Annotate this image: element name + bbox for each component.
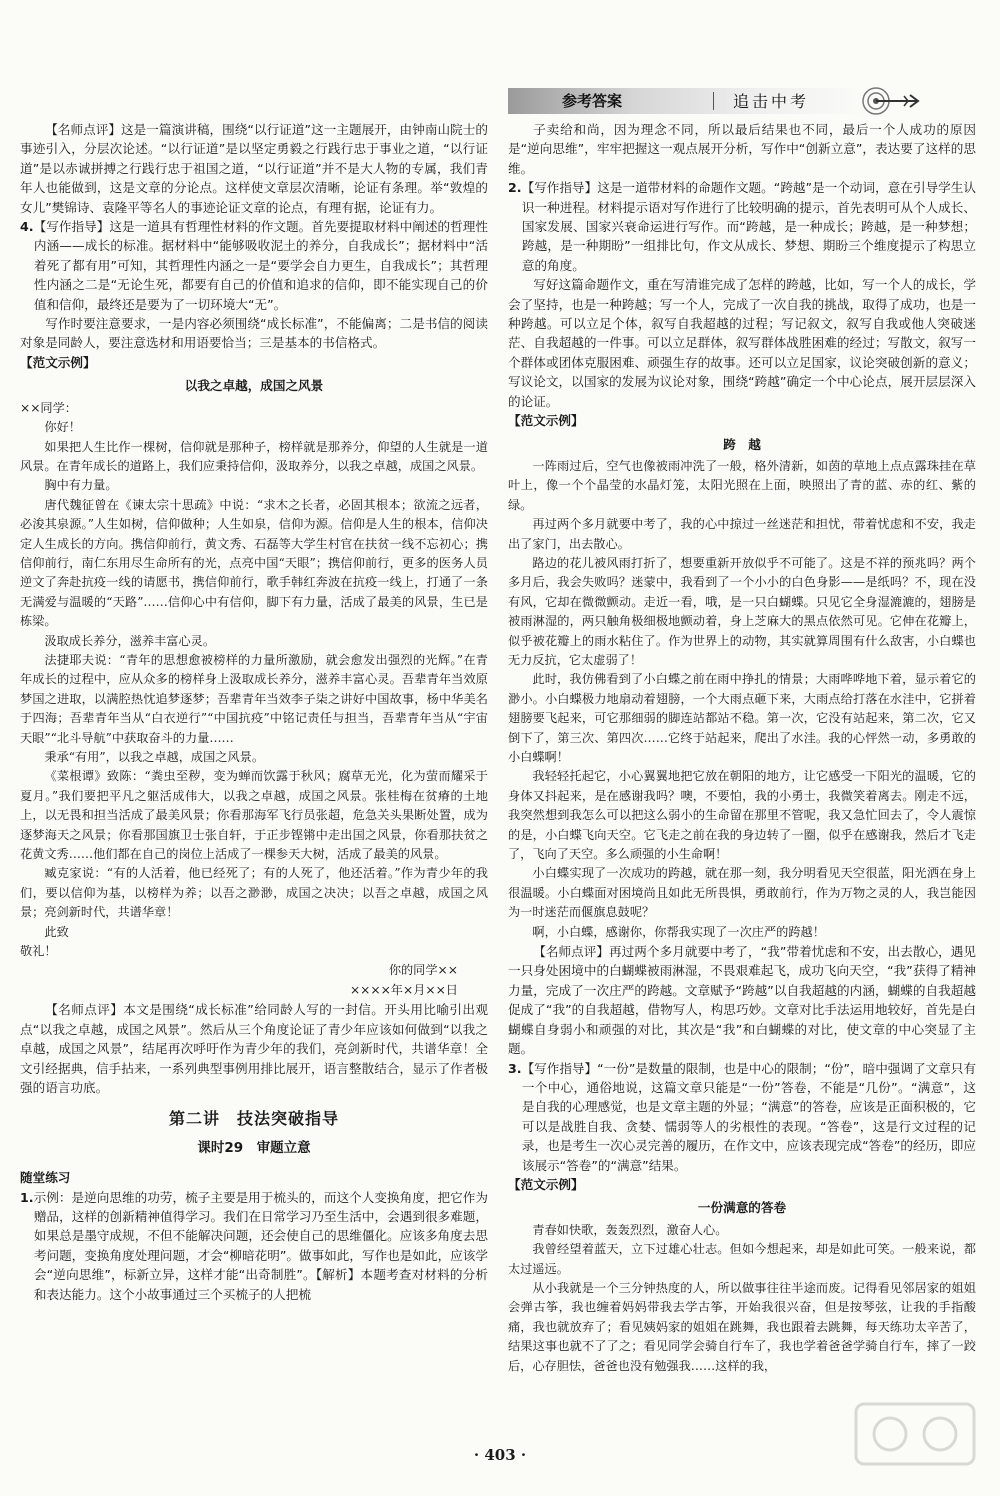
- essay-3-body: [508, 1221, 976, 1376]
- item-1-number: 1.: [20, 1189, 34, 1205]
- essay-1-paragraph: 《菜根谭》致陈：“粪虫至秽，变为蝉而饮露于秋风；腐草无光，化为萤而耀采于夏月。”我们要把平凡之躯活成伟大，以我之卓越，成国之风景。张桂梅在贫瘠的土地上，以无畏和担当活成了最美风景；你看那海军飞行员张超，危急关头果断处置，成为逐梦海天之风景；你看那国旗卫士张自轩，于正步铿锵中走出国之风景，你看那扶贫之花黄文秀……他们都在自己的岗位上活成了一棵参天大树，活成了最美的风景。: [20, 769, 488, 862]
- essay-1-paragraph: 臧克家说：“有的人活着，他已经死了；有的人死了，他还活着。”作为青少年的我们，要以信仰为基，以榜样为养；以吾之渺渺，成国之决决；以吾之卓越，成国之风景；亮剑新时代，共谱华章！: [20, 866, 488, 920]
- item-1-text: 示例：是逆向思维的功劳，梳子主要是用于梳头的，而这个人变换角度，把它作为赠品，这样的创新精神值得学习。我们在日常学习乃至生活中，会遇到很多难题，如果总是墨守成规，不但不能解决问题，还会使自己的思维僵化。应该多角度去思考问题，变换角度处理问题，才会“柳暗花明”。做事如此，写作也是如此，应该学会“逆向思维”，标新立异，这样才能“出奇制胜”。【解析】本题考查对材料的分析和表达能力。这个小故事通过三个买梳子的人把梳: [33, 1189, 488, 1302]
- essay-2-paragraph: 再过两个多月就要中考了，我的心中掠过一丝迷茫和担忧，带着忧虑和不安，我走出了家门，出去散心。: [508, 517, 976, 551]
- essay-1-paragraph: 汲取成长养分，滋养丰富心灵。: [44, 633, 216, 648]
- page-number: · 403 ·: [473, 1446, 527, 1464]
- item-3-number: 3.: [508, 1060, 522, 1076]
- item-2-number: 2.: [508, 180, 522, 196]
- item-2-text: 【写作指导】这是一道带材料的命题作文题。“跨越”是一个动词，意在引导学生认识一种进程。材料提示语对写作进行了比较明确的提示，首先表明可从个人成长、国家发展、国家兴衰命运进行写作。而“跨越，是一种成长；跨越，是一种梦想；跨越，是一种期盼”一组排比句，作文从成长、梦想、期盼三个维度提示了构思立意的角度。: [521, 180, 976, 273]
- essay-1-paragraph: 如果把人生比作一棵树，信仰就是那种子，榜样就是那养分，仰望的人生就是一道风景。在青年成长的道路上，我们应秉持信仰，汲取养分，以我之卓越，成国之风景。: [20, 439, 488, 473]
- essay-2-paragraph: 我轻轻托起它，小心翼翼地把它放在朝阳的地方，让它感受一下阳光的温暖，它的身体又抖起来，是在感谢我吗？噢，不要怕，我的小勇士，我微笑着离去。刚走不远，我突然想到我怎么可以把这么弱小的生命留在那里不管呢，我又急忙回去了，令人震惊的是，小白蝶飞向天空。它飞走之前在我的身边转了一圈，似乎在感谢我，然后才飞走了，飞向了天空。多么顽强的小生命啊！: [508, 769, 976, 862]
- essay-3-paragraph: 青春如快歌，轰轰烈烈，激奋人心。: [532, 1222, 728, 1237]
- item-3-text: 【写作指导】“一份”是数量的限制，也是中心的限制；“份”，暗中强调了文章只有一个中心，通俗地说，这篇文章只能是“一份”答卷，不能是“几份”。“满意”，这是自我的心理感觉，也是文章主题的外显；“满意”的答卷，应该是正面积极的，它可以是战胜自我、贪婪、懦弱等人的劣根性的表现。“答卷”，这是行文过程的记录，也是考生一次心灵完善的履历，在作文中，应该表现完成“答卷”的经历，即应该展示“答卷”的“满意”结果。: [521, 1060, 976, 1173]
- essay-1-regards: 敬礼！: [20, 944, 57, 959]
- essay-1-paragraph: 唐代魏征曾在《谏太宗十思疏》中说：“求木之长者，必固其根本；欲流之远者，必浚其泉源。”人生如树，信仰做种；人生如泉，信仰为源。信仰是人生的根本，信仰决定人生成长的方向。携信仰前行，黄文秀、石磊等大学生村官在扶贫一线不忘初心；携信仰前行，南仁东用尽生命所有的光，点亮中国“天眼”；携信仰前行，更多的医务人员逆文了奔赴抗疫一线的请愿书，携信仰前行，歌手韩红奔波在抗疫一线上，打通了一条无满爱与温暖的“天路”……信仰心中有信仰，脚下有力量，活成了最美的风景，生已是栋梁。: [20, 497, 488, 629]
- essay-2-paragraph: 此时，我仿佛看到了小白蝶之前在雨中挣扎的情景；大雨哗哗地下着，显示着它的渺小。小白蝶极力地扇动着翅膀，一个大雨点砸下来，大雨点给打落在水洼中，它拼着翅膀要飞起来，可它那细弱的脚连站都站不稳。第一次，它没有站起来，第二次，它又倒下了，第三次、第四次……它终于站起来，爬出了水洼。我的心怦然一动，多勇敢的小白蝶啊！: [508, 672, 976, 764]
- essay-1-greeting: 你好！: [44, 420, 81, 435]
- expert-comment-1: 【名师点评】这是一篇演讲稿，围绕“以行证道”这一主题展开，由钟南山院士的事迹引入，分层次论述。“以行证道”是以坚定勇毅之行践行忠于事业之道，“以行证道”是以赤诚拼搏之行践行忠于祖国之道，“以行证道”并不是大人物的专属，我们青年人也能做到，这是文章的分论点。这样使文章层次清晰，论证有条理。举“敦煌的女儿”樊锦诗、袁隆平等名人的事迹论证文章的论点，有理有据，论证有力。: [20, 122, 488, 215]
- lesson-heading: 课时29 审题立意: [197, 1139, 311, 1156]
- essay-3-title: 一份满意的答卷: [697, 1200, 787, 1216]
- target-arrow-icon: [858, 86, 922, 116]
- left-column: [20, 120, 488, 1304]
- item-1: [20, 1188, 488, 1304]
- item-3: [508, 1059, 976, 1175]
- essay-1-date: ××××年×月××日: [349, 982, 458, 997]
- essay-1-paragraph: 胸中有力量。: [44, 478, 118, 493]
- essay-2-paragraph: 啊，小白蝶，感谢你，你帮我实现了一次庄严的跨越！: [532, 924, 825, 939]
- expert-comment-2: 【名师点评】本文是围绕“成长标准”给同龄人写的一封信。开头用比喻引出观点“以我之卓越，成国之风景”。然后从三个角度论证了青少年应该如何做到“以我之卓越，成国之风景”，结尾再次呼吁作为青少年的我们，亮剑新时代，共谱华章！全文引经据典，信手拈来，一系列典型事例用排比展开，语言整散结合，显示了作者极强的语言功底。: [20, 1002, 488, 1095]
- example-heading-2: 【范文示例】: [508, 413, 584, 429]
- header-divider: [713, 92, 714, 110]
- writing-note: 写作时要注意要求，一是内容必须围绕“成长标准”，不能偏离；二是书信的阅读对象是同龄人，要注意选材和用语要恰当；三是基本的书信格式。: [20, 316, 488, 351]
- essay-2-title: 跨 越: [723, 436, 761, 452]
- page-header: [508, 86, 920, 116]
- practice-heading: 随堂练习: [20, 1170, 71, 1186]
- example-heading-1: 【范文示例】: [20, 354, 96, 370]
- essay-2-body: [508, 457, 976, 942]
- item-4-text: 【写作指导】这是一道具有哲理性材料的作文题。首先要提取材料中阐述的哲理性内涵——成长的标准。据材料中“能够吸收泥土的养分，自我成长”；据材料中“活着死了都有用”可知，其哲理性内涵之一是“要学会自力更生，自我成长”；其哲理性内涵之二是“无论生死，都要有自己的价值和追求的信仰，即不能实现自己的价值和信仰，最终还是要为了一切环境大“无”。: [33, 219, 488, 312]
- item-4: [20, 217, 488, 314]
- essay-3-paragraph: 我曾经望着蓝天，立下过雄心壮志。但如今想起来，却是如此可笑。一般来说，都太过遥远。: [508, 1242, 976, 1276]
- essay-1-signature: 你的同学××: [388, 963, 458, 978]
- essay-1-closing: 此致: [44, 924, 69, 939]
- essay-1-title: 以我之卓越，成国之风景: [184, 378, 324, 394]
- example-heading-3: 【范文示例】: [508, 1176, 584, 1192]
- essay-2-paragraph: 小白蝶实现了一次成功的跨越，就在那一刻，我分明看见天空很蓝，阳光洒在身上很温暖。小白蝶面对困境尚且如此无所畏惧，勇敢前行，作为万物之灵的人，我岂能因为一时迷茫而偃旗息鼓呢？: [508, 866, 976, 920]
- essay-1-body: [20, 399, 488, 1001]
- header-reference-label: 参考答案: [562, 92, 623, 110]
- essay-1-paragraph: 法捷耶夫说：“青年的思想愈被榜样的力量所激励，就会愈发出强烈的光辉。”在青年成长的过程中，应从众多的榜样身上汲取成长养分，滋养丰富心灵。吾辈青年当效原梦国之进取，以满腔热忱追梦逐梦；吾辈青年当效李子柒之讲好中国故事，杨中华美名于四海；吾辈青年当从“白衣逆行”“中国抗疫”中铭记责任与担当，吾辈青年当从“宇宙天眼”“北斗导航”中获取奋斗的力量……: [20, 652, 488, 745]
- expert-comment-3: 【名师点评】再过两个多月就要中考了，“我”带着忧虑和不安，出去散心，遇见一只身处困境中的白蝴蝶被雨淋湿，不畏艰难起飞，成功飞向天空，“我”获得了精神力量，完成了一次庄严的跨越。文章赋予“跨越”以自我超越的内涵，蝴蝶的自我超越促成了“我”的自我超越，借物写人，构思巧妙。文章对比手法运用地较好，首先是白蝴蝶自身弱小和顽强的对比，其次是“我”和白蝴蝶的对比，使文章的中心突显了主题。: [508, 944, 976, 1057]
- essay-2-paragraph: 路边的花儿被风雨打折了，想要重新开放似乎不可能了。这是不祥的预兆吗？两个多月后，我会失败吗？迷蒙中，我看到了一个小小的白色身影——是纸吗？不，现在没有风，它却在微微颤动。走近一看，哦，是一只白蝴蝶。只见它全身湿漉漉的，翅膀是被雨淋湿的，两只触角极细极地颤动着，身上芝麻大的黑点依然可见。它伸在花瓣上，似乎被花瓣上的雨水粘住了。作为世界上的动物，其实就算周围有什么敌害，小白蝶也无力反抗，它太虚弱了！: [508, 555, 976, 667]
- essay-1-salutation: ××同学：: [20, 400, 77, 415]
- essay-3-paragraph: 从小我就是一个三分钟热度的人，所以做事往往半途而废。记得看见邻居家的姐姐会弹古筝，我也缠着妈妈带我去学古筝，开始我很兴奋，但是按琴弦，让我的手指酸痛，我也就放弃了；看见姨妈家的姐姐在跳舞，我也跟着去跳舞，每天练功太辛苦了，结果这事也就不了了之；看见同学会骑自行车了，我也学着爸爸学骑自行车，摔了一跤后，心存胆怯，爸爸也没有勉强我……这样的我，: [508, 1280, 976, 1373]
- section-heading: 第二讲 技法突破指导: [168, 1109, 339, 1129]
- watermark-stamp-icon: [850, 1398, 980, 1488]
- header-series-label: 追击中考: [733, 92, 810, 111]
- item-4-number: 4.: [20, 219, 34, 235]
- essay-2-paragraph: 一阵雨过后，空气也像被雨冲洗了一般，格外清新，如茵的草地上点点露珠挂在草叶上，像一个个晶莹的水晶灯笼，太阳光照在上面，映照出了青的蓝、赤的红、紫的绿。: [508, 458, 976, 512]
- item-2: [508, 178, 976, 275]
- right-column: [508, 120, 976, 1376]
- writing-note-2: 写好这篇命题作文，重在写清谁完成了怎样的跨越，比如，写一个人的成长，学会了坚持，也是一种跨越；写一个人，完成了一次自我的挑战，取得了成功，也是一种跨越。可以立足个体，叙写自我超越的过程；写记叙文，叙写自我或他人突破迷茫、自我超越的一件事。可以立足群体，叙写群体战胜困难的经过；写散文，叙写一个群体或团体克服困难、顽强生存的故事。还可以立足国家，议论突破创新的意义；写议论文，以国家的发展为议论对象，围绕“跨越”确定一个中心论点，展开层层深入的论证。: [508, 277, 976, 409]
- essay-1-paragraph: 秉承“有用”，以我之卓越，成国之风景。: [44, 750, 265, 764]
- item-1-continued: 子卖给和尚，因为理念不同，所以最后结果也不同，最后一个人成功的原因是“逆向思维”，牢牢把握这一观点展开分析，写作中“创新立意”，表达要了这样的思维。: [508, 122, 976, 176]
